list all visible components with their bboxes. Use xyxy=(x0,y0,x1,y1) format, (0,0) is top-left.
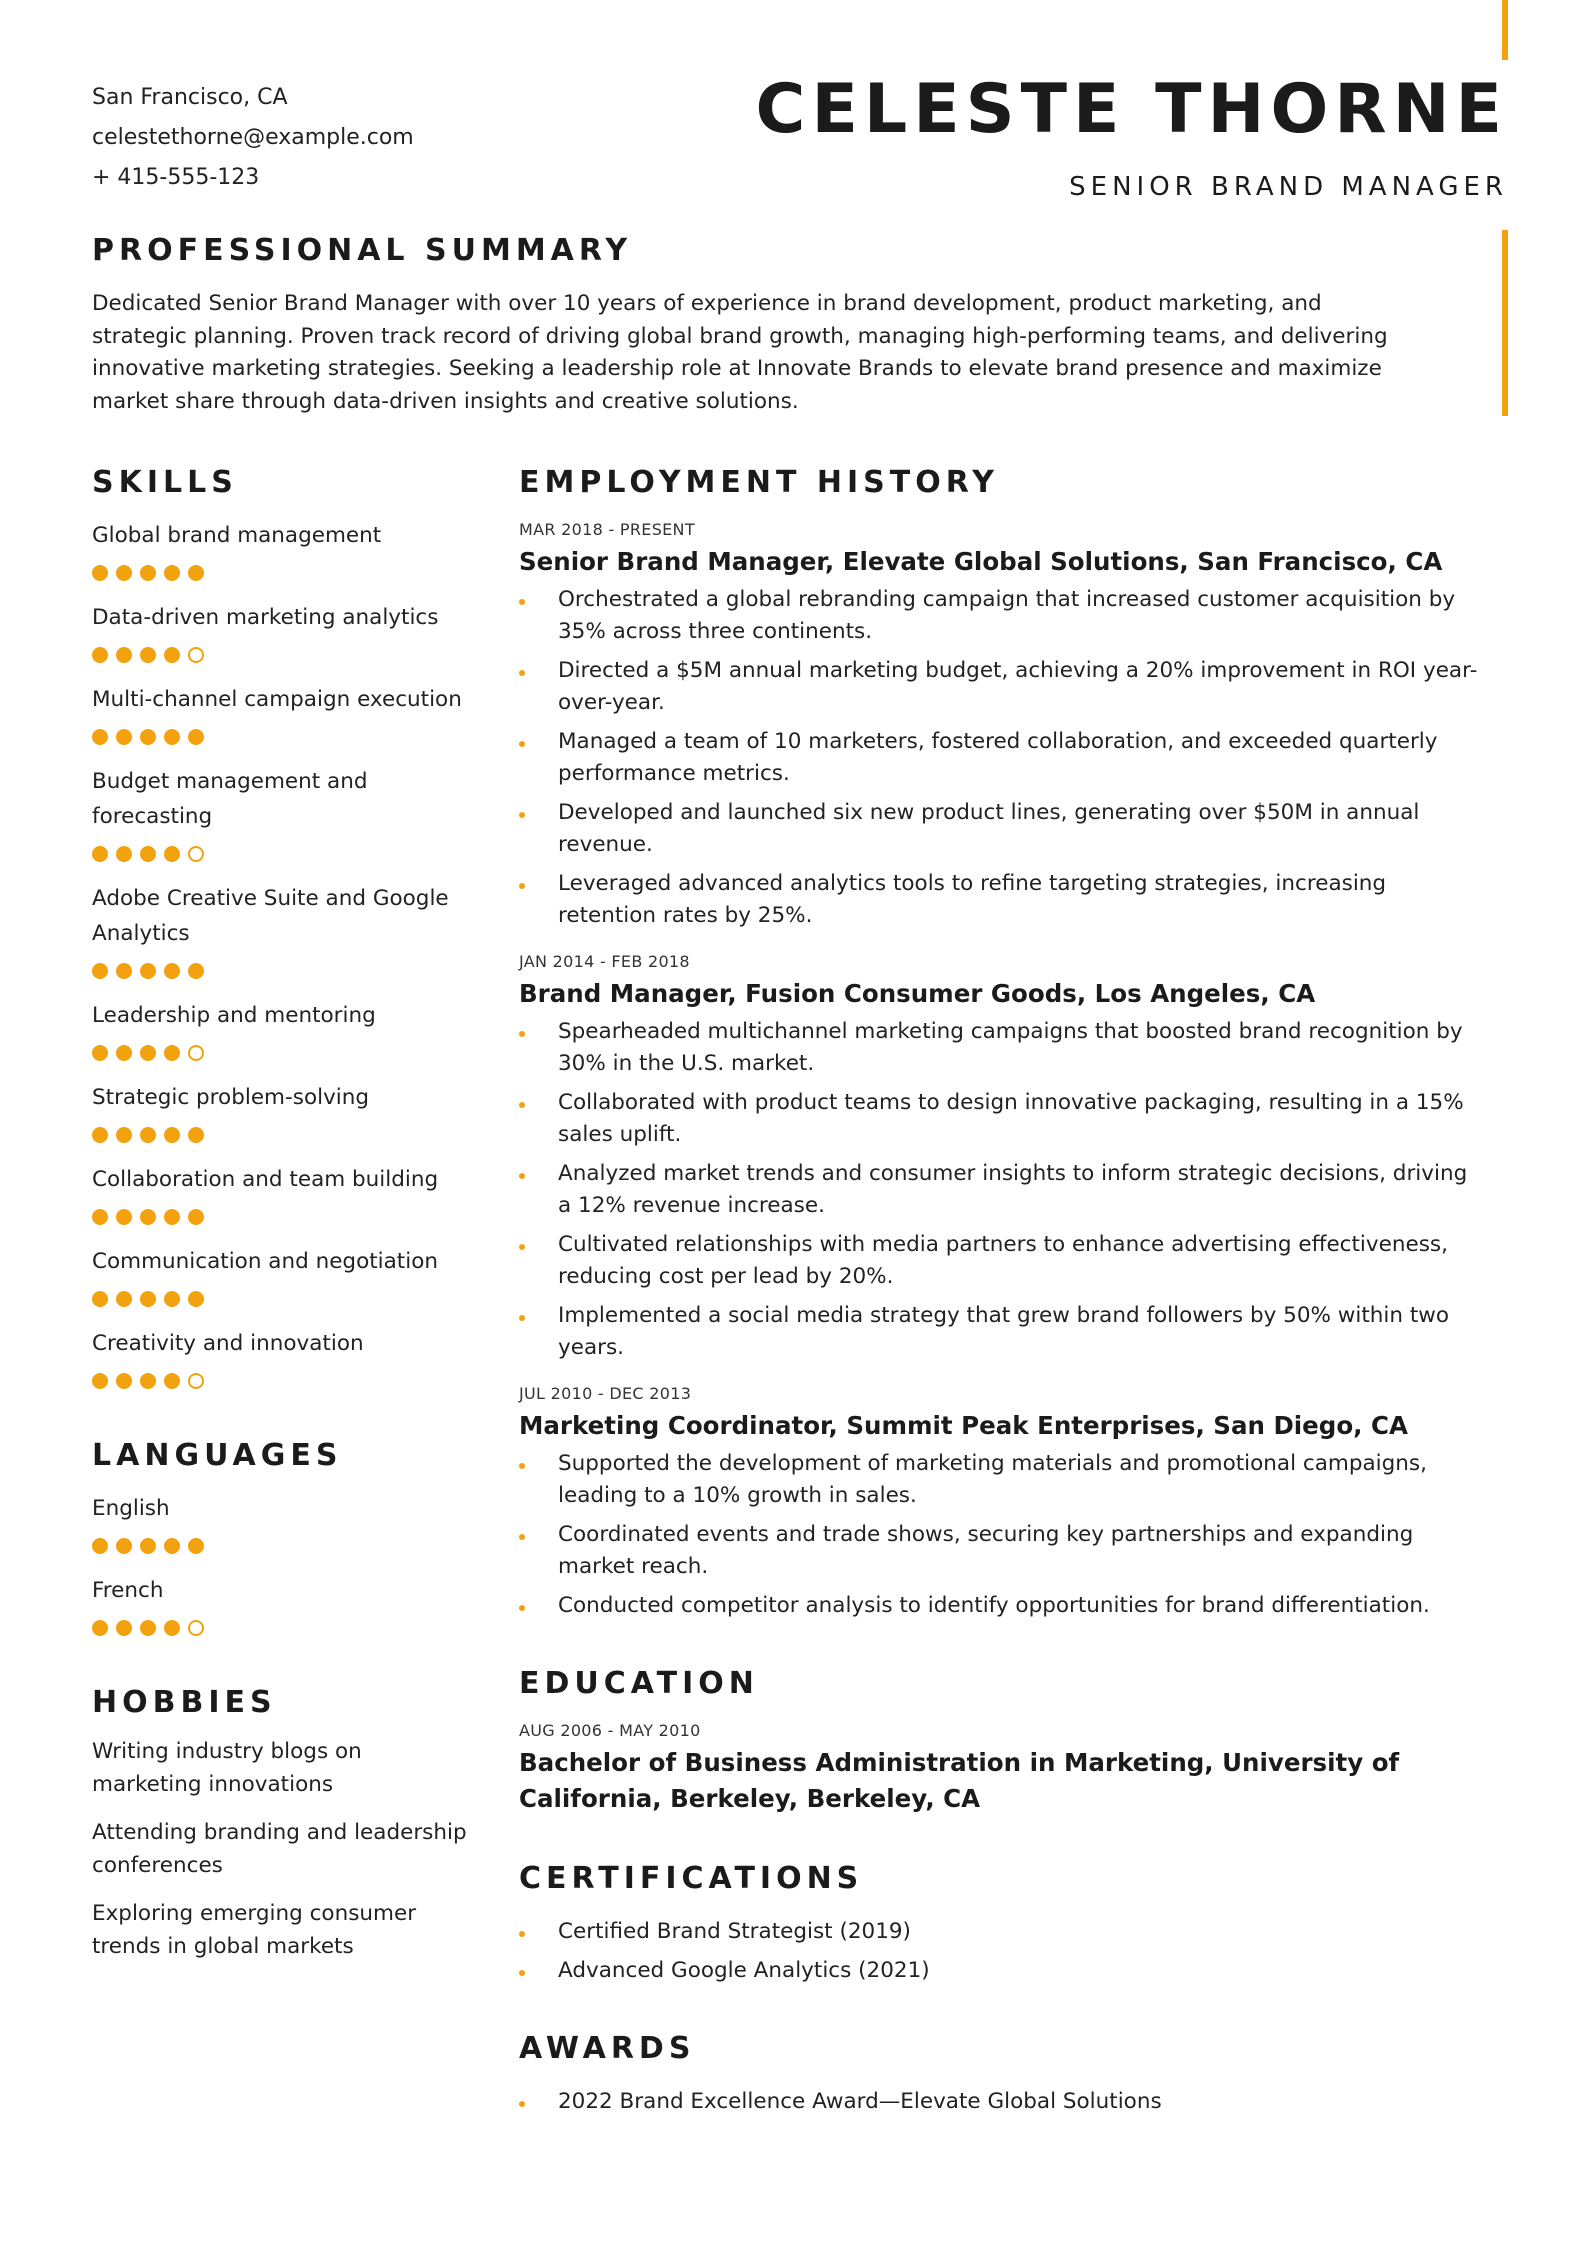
rating-dot-filled xyxy=(164,1620,180,1636)
job-dates: JAN 2014 - FEB 2018 xyxy=(519,952,690,971)
language-item xyxy=(92,1573,492,1637)
rating-dot-filled xyxy=(92,647,108,663)
rating-dot-empty xyxy=(188,846,204,862)
language-item-name: French xyxy=(92,1578,164,1603)
job-bullet: Coordinated events and trade shows, securing key partnerships and expanding market reach. xyxy=(519,1519,1479,1583)
rating-dot-filled xyxy=(188,1127,204,1143)
rating-dot-filled xyxy=(140,1045,156,1061)
job-bullet: Analyzed market trends and consumer insights to inform strategic decisions, driving a 12% revenue increase. xyxy=(519,1158,1479,1222)
job-bullet: Cultivated relationships with media partners to enhance advertising effectiveness, reducing cost per lead by 20%. xyxy=(519,1229,1479,1293)
rating-dot-empty xyxy=(188,1045,204,1061)
rating-dot-filled xyxy=(116,1209,132,1225)
rating-dot-filled xyxy=(116,963,132,979)
skill-item xyxy=(92,1326,492,1390)
rating-dot-filled xyxy=(140,1620,156,1636)
skill-item xyxy=(92,881,492,980)
job-bullet: Directed a $5M annual marketing budget, achieving a 20% improvement in ROI year-over-year. xyxy=(519,655,1479,719)
rating-dot-filled xyxy=(164,565,180,581)
hobby-item: Writing industry blogs on marketing innovations xyxy=(92,1739,362,1797)
certifications-section xyxy=(519,1861,1479,1987)
job-entry xyxy=(519,952,1479,1364)
skill-item-name: Data-driven marketing analytics xyxy=(92,605,439,630)
jobs-list xyxy=(519,520,1479,1622)
certifications-heading: CERTIFICATIONS xyxy=(519,1861,864,1896)
education-heading: EDUCATION xyxy=(519,1666,759,1701)
skill-item-name: Budget management and forecasting xyxy=(92,769,368,829)
rating-dot-filled xyxy=(188,565,204,581)
summary-text: Dedicated Senior Brand Manager with over 10 years of experience in brand development, product marketing, and strategic planning. Proven track record of driving global brand growth, managing high-performing teams, and delivering innovative marketing strategies. Seeking a leadership role at Innovate Brands to elevate brand presence and maximize market share through data-driven insights and creative solutions. xyxy=(92,291,1388,414)
rating-dot-empty xyxy=(188,647,204,663)
rating-dot-filled xyxy=(92,1045,108,1061)
skill-item-name: Communication and negotiation xyxy=(92,1249,438,1274)
candidate-title: SENIOR BRAND MANAGER xyxy=(1069,172,1508,202)
contact-phone[interactable]: + 415-555-123 xyxy=(92,165,260,190)
languages-heading: LANGUAGES xyxy=(92,1438,343,1473)
rating-dot-filled xyxy=(92,1291,108,1307)
rating-dot-filled xyxy=(164,1045,180,1061)
job-bullets xyxy=(519,584,1479,932)
rating-dot-filled xyxy=(188,1209,204,1225)
rating-dot-filled xyxy=(116,729,132,745)
rating-dot-filled xyxy=(164,1209,180,1225)
rating-dots xyxy=(92,1620,492,1637)
job-dates: JUL 2010 - DEC 2013 xyxy=(519,1384,692,1403)
rating-dots xyxy=(92,1373,492,1390)
job-bullet: Managed a team of 10 marketers, fostered collaboration, and exceeded quarterly performance metrics. xyxy=(519,726,1479,790)
skill-item xyxy=(92,764,492,863)
rating-dot-filled xyxy=(92,1209,108,1225)
rating-dot-filled xyxy=(116,1538,132,1554)
rating-dot-filled xyxy=(140,1373,156,1389)
rating-dot-filled xyxy=(164,647,180,663)
education-section xyxy=(519,1666,1479,1817)
hobbies-list xyxy=(92,1736,492,1963)
language-item xyxy=(92,1491,492,1555)
skill-item-name: Adobe Creative Suite and Google Analytics xyxy=(92,886,449,946)
job-entry xyxy=(519,520,1479,932)
skill-item-name: Collaboration and team building xyxy=(92,1167,439,1192)
job-bullet: Developed and launched six new product lines, generating over $50M in annual revenue. xyxy=(519,797,1479,861)
skills-section xyxy=(92,465,492,1390)
rating-dot-filled xyxy=(188,1291,204,1307)
rating-dots xyxy=(92,963,492,980)
rating-dots xyxy=(92,1538,492,1555)
rating-dot-filled xyxy=(92,729,108,745)
hobby-item: Exploring emerging consumer trends in global markets xyxy=(92,1901,417,1959)
rating-dot-filled xyxy=(116,1291,132,1307)
rating-dot-filled xyxy=(116,565,132,581)
awards-heading: AWARDS xyxy=(519,2031,696,2066)
rating-dot-filled xyxy=(92,963,108,979)
rating-dot-filled xyxy=(140,729,156,745)
education-dates: AUG 2006 - MAY 2010 xyxy=(519,1721,701,1740)
rating-dot-filled xyxy=(140,1538,156,1554)
rating-dots xyxy=(92,846,492,863)
hobbies-heading: HOBBIES xyxy=(92,1685,277,1720)
rating-dot-filled xyxy=(116,1127,132,1143)
skill-item xyxy=(92,518,492,582)
skill-item-name: Creativity and innovation xyxy=(92,1331,364,1356)
rating-dot-filled xyxy=(116,1620,132,1636)
skill-item xyxy=(92,1080,492,1144)
languages-section xyxy=(92,1438,492,1637)
job-role: Marketing Coordinator, Summit Peak Enterprises, San Diego, CA xyxy=(519,1411,1408,1440)
rating-dots xyxy=(92,565,492,582)
rating-dot-filled xyxy=(188,963,204,979)
job-bullet: Conducted competitor analysis to identify opportunities for brand differentiation. xyxy=(519,1590,1479,1622)
rating-dot-filled xyxy=(164,846,180,862)
rating-dot-filled xyxy=(188,1538,204,1554)
rating-dots xyxy=(92,1045,492,1062)
employment-heading: EMPLOYMENT HISTORY xyxy=(519,465,999,500)
certification-item: Certified Brand Strategist (2019) xyxy=(519,1916,1479,1948)
skill-item xyxy=(92,682,492,746)
rating-dot-filled xyxy=(92,1127,108,1143)
skill-item-name: Strategic problem-solving xyxy=(92,1085,370,1110)
job-bullet: Leveraged advanced analytics tools to refine targeting strategies, increasing retention rates by 25%. xyxy=(519,868,1479,932)
certifications-list xyxy=(519,1916,1479,1987)
rating-dot-filled xyxy=(140,1127,156,1143)
left-column xyxy=(92,465,492,1963)
rating-dots xyxy=(92,1291,492,1308)
rating-dot-filled xyxy=(116,1373,132,1389)
rating-dot-filled xyxy=(140,846,156,862)
rating-dot-filled xyxy=(116,1045,132,1061)
job-bullets xyxy=(519,1448,1479,1622)
rating-dot-filled xyxy=(188,729,204,745)
job-bullet: Implemented a social media strategy that grew brand followers by 50% within two years. xyxy=(519,1300,1479,1364)
job-entry xyxy=(519,1384,1479,1622)
skill-item-name: Multi-channel campaign execution xyxy=(92,687,462,712)
skills-heading: SKILLS xyxy=(92,465,238,500)
skills-list xyxy=(92,518,492,1390)
rating-dot-filled xyxy=(92,1538,108,1554)
contact-info xyxy=(92,78,414,198)
job-bullet: Supported the development of marketing materials and promotional campaigns, leading to a 10% growth in sales. xyxy=(519,1448,1479,1512)
job-bullet: Orchestrated a global rebranding campaign that increased customer acquisition by 35% across three continents. xyxy=(519,584,1479,648)
rating-dot-filled xyxy=(164,1127,180,1143)
skill-item xyxy=(92,1244,492,1308)
rating-dots xyxy=(92,1209,492,1226)
rating-dot-filled xyxy=(164,963,180,979)
rating-dot-filled xyxy=(164,729,180,745)
hobby-item: Attending branding and leadership conferences xyxy=(92,1820,467,1878)
rating-dots xyxy=(92,729,492,746)
contact-location: San Francisco, CA xyxy=(92,85,288,110)
rating-dot-filled xyxy=(92,565,108,581)
job-role: Senior Brand Manager, Elevate Global Solutions, San Francisco, CA xyxy=(519,547,1443,576)
rating-dot-filled xyxy=(140,565,156,581)
job-role: Brand Manager, Fusion Consumer Goods, Los Angeles, CA xyxy=(519,979,1316,1008)
rating-dot-filled xyxy=(140,647,156,663)
award-item: 2022 Brand Excellence Award—Elevate Global Solutions xyxy=(519,2086,1479,2118)
skill-item-name: Global brand management xyxy=(92,523,382,548)
certification-item: Advanced Google Analytics (2021) xyxy=(519,1955,1479,1987)
rating-dot-empty xyxy=(188,1373,204,1389)
awards-list xyxy=(519,2086,1479,2118)
rating-dots xyxy=(92,647,492,664)
accent-bar-summary xyxy=(1502,230,1508,416)
professional-summary-section xyxy=(92,233,1492,418)
summary-heading: PROFESSIONAL SUMMARY xyxy=(92,233,633,268)
skill-item xyxy=(92,1162,492,1226)
candidate-name: CELESTE THORNE xyxy=(755,70,1508,149)
accent-bar-top xyxy=(1502,0,1508,60)
rating-dot-filled xyxy=(140,1209,156,1225)
rating-dot-filled xyxy=(92,1620,108,1636)
hobbies-section xyxy=(92,1685,492,1963)
rating-dot-filled xyxy=(164,1373,180,1389)
education-degree: Bachelor of Business Administration in Marketing, University of California, Berkeley, Berkeley, CA xyxy=(519,1748,1400,1813)
job-bullet: Spearheaded multichannel marketing campaigns that boosted brand recognition by 30% in the U.S. market. xyxy=(519,1016,1479,1080)
languages-list xyxy=(92,1491,492,1637)
rating-dot-filled xyxy=(164,1291,180,1307)
rating-dot-filled xyxy=(140,963,156,979)
education-entry xyxy=(519,1721,1479,1817)
contact-email[interactable]: celestethorne@example.com xyxy=(92,125,414,150)
right-column xyxy=(519,465,1479,2125)
rating-dot-filled xyxy=(116,846,132,862)
skill-item xyxy=(92,600,492,664)
rating-dot-filled xyxy=(92,1373,108,1389)
employment-section xyxy=(519,465,1479,1622)
skill-item xyxy=(92,998,492,1062)
language-item-name: English xyxy=(92,1496,170,1521)
job-bullets xyxy=(519,1016,1479,1364)
job-dates: MAR 2018 - PRESENT xyxy=(519,520,695,539)
rating-dot-filled xyxy=(164,1538,180,1554)
skill-item-name: Leadership and mentoring xyxy=(92,1003,376,1028)
rating-dot-filled xyxy=(116,647,132,663)
awards-section xyxy=(519,2031,1479,2118)
rating-dot-empty xyxy=(188,1620,204,1636)
rating-dots xyxy=(92,1127,492,1144)
rating-dot-filled xyxy=(140,1291,156,1307)
job-bullet: Collaborated with product teams to design innovative packaging, resulting in a 15% sales uplift. xyxy=(519,1087,1479,1151)
rating-dot-filled xyxy=(92,846,108,862)
